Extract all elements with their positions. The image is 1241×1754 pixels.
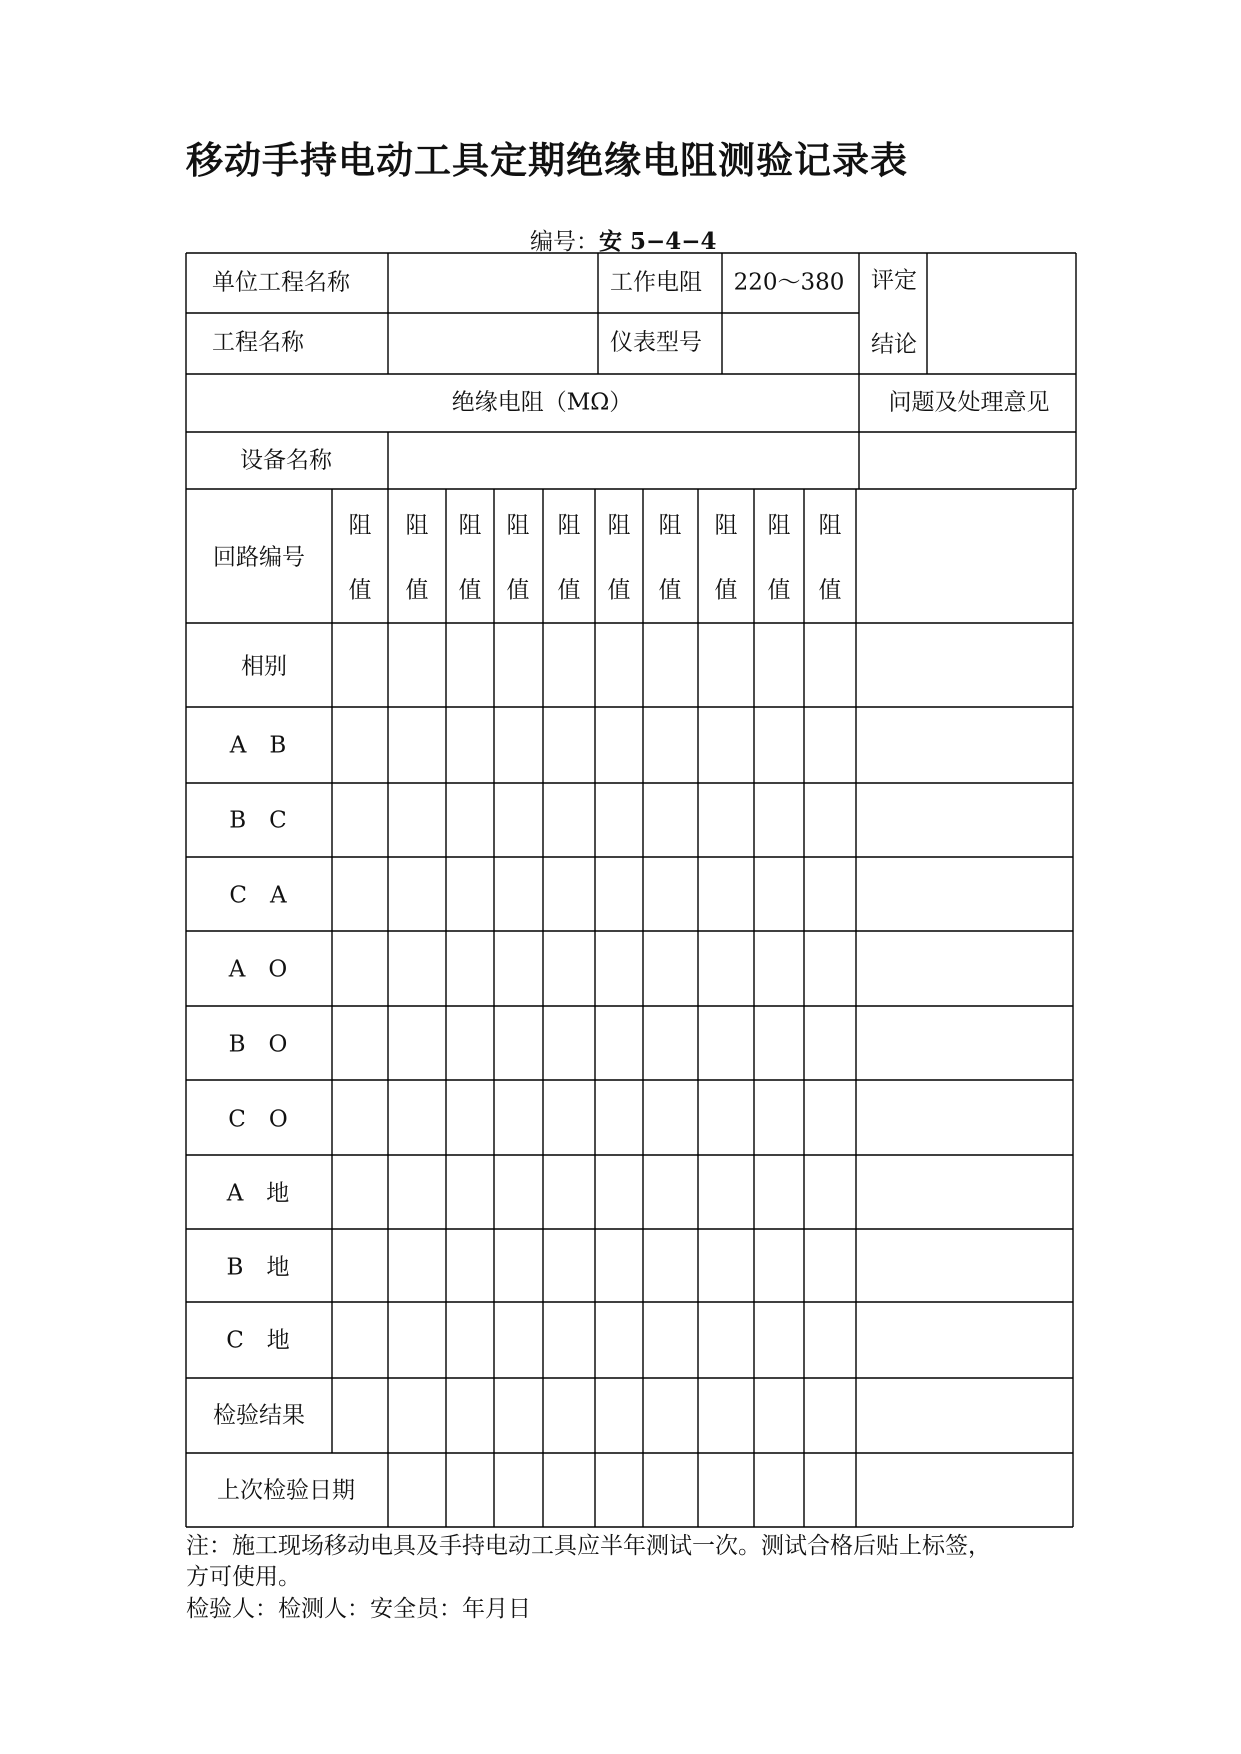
row-label: C O: [228, 1106, 288, 1133]
col-label-top: 阻: [405, 512, 429, 539]
note-line-2: 方可使用。: [186, 1564, 301, 1590]
row-label: A O: [228, 956, 288, 983]
col-label-bottom: 值: [348, 577, 372, 604]
col-label-top: 阻: [458, 512, 482, 539]
col-label-top: 阻: [658, 512, 682, 539]
evaluation-label-1: 评定: [871, 267, 917, 294]
issues-label: 问题及处理意见: [888, 389, 1050, 416]
col-label-bottom: 值: [818, 577, 842, 604]
col-label-bottom: 值: [557, 577, 581, 604]
page-title: 移动手持电动工具定期绝缘电阻测验记录表: [186, 138, 908, 182]
instrument-model-label: 仪表型号: [610, 329, 702, 356]
work-resistance-value: 220～380: [733, 269, 845, 296]
col-label-top: 阻: [506, 512, 530, 539]
form-code-value: 安 5−4−4: [599, 228, 717, 255]
note-line-1: 注：施工现场移动电具及手持电动工具应半年测试一次。测试合格后贴上标签，: [186, 1533, 991, 1559]
device-name-label: 设备名称: [240, 447, 332, 474]
col-label-top: 阻: [818, 512, 842, 539]
row-label: 检验结果: [213, 1402, 305, 1429]
col-label-bottom: 值: [658, 577, 682, 604]
col-label-bottom: 值: [607, 577, 631, 604]
col-label-top: 阻: [348, 512, 372, 539]
row-label: 上次检验日期: [217, 1477, 355, 1504]
form-code-label: 编号：: [530, 229, 599, 255]
evaluation-label-2: 结论: [871, 331, 917, 358]
row-label: C A: [229, 882, 287, 909]
col-label-bottom: 值: [458, 577, 482, 604]
circuit-number-label: 回路编号: [213, 544, 305, 571]
col-label-top: 阻: [767, 512, 791, 539]
col-label-bottom: 值: [405, 577, 429, 604]
col-label-bottom: 值: [714, 577, 738, 604]
row-label: A B: [229, 732, 287, 759]
col-label-bottom: 值: [506, 577, 530, 604]
work-resistance-label: 工作电阻: [610, 269, 702, 296]
col-label-top: 阻: [607, 512, 631, 539]
row-label: 相别: [241, 653, 287, 680]
project-name-label: 工程名称: [212, 329, 304, 356]
col-label-bottom: 值: [767, 577, 791, 604]
row-label: C 地: [226, 1327, 290, 1354]
col-label-top: 阻: [557, 512, 581, 539]
col-label-top: 阻: [714, 512, 738, 539]
signature-line: 检验人：检测人：安全员：年月日: [186, 1596, 531, 1622]
row-label: B O: [228, 1031, 288, 1058]
row-label: B 地: [226, 1254, 290, 1281]
insulation-resistance-label: 绝缘电阻（MΩ）: [451, 389, 633, 416]
row-label: A 地: [226, 1180, 290, 1207]
row-label: B C: [229, 807, 287, 834]
unit-project-label: 单位工程名称: [212, 269, 350, 296]
